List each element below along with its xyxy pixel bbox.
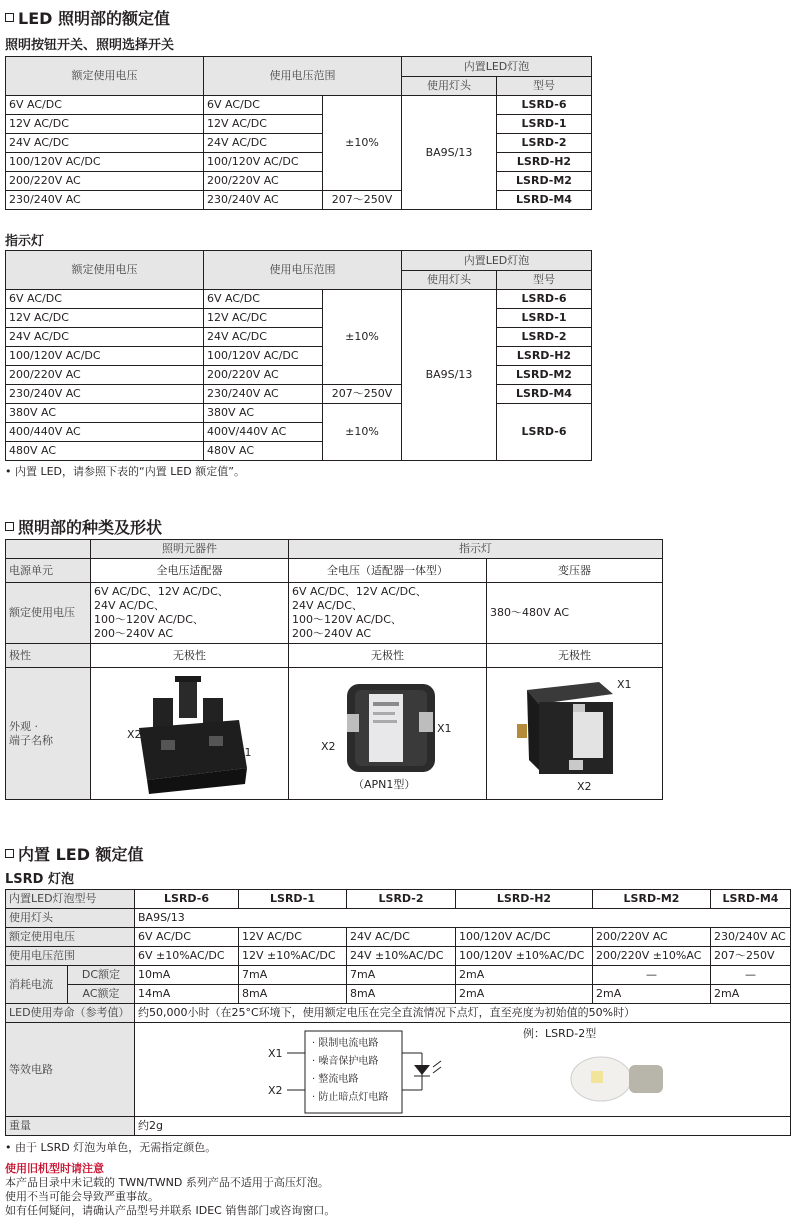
table-lsrd-rating: [5, 889, 791, 1136]
rated-voltage-cell: [91, 583, 289, 644]
checkbox-bullet-icon: [5, 849, 14, 858]
model-cell: LSRD-2: [497, 328, 592, 347]
text-line: 200～240V AC: [94, 627, 174, 640]
text-line: 24V AC/DC、: [292, 599, 363, 612]
table-switch-led-rating: [5, 56, 592, 210]
subtitle-pilot-light: 指示灯: [5, 234, 45, 249]
terminal-label-x1: X1: [617, 678, 632, 691]
range-cell: 12V ±10%AC/DC: [239, 947, 347, 966]
range-cell: 207～250V: [323, 191, 402, 210]
text-line: 外观 ·: [9, 719, 38, 733]
table-cell: 380V AC: [6, 404, 204, 423]
header-model: 型号: [497, 77, 592, 96]
text-line: 端子名称: [9, 733, 53, 747]
header-voltage-range: 使用电压范围: [204, 57, 402, 96]
ac-cell: 2mA: [456, 985, 593, 1004]
row-header-ac: AC额定: [68, 985, 135, 1004]
power-cell: 全电压（适配器一体型）: [289, 559, 487, 583]
row-header-model: 内置LED灯泡型号: [6, 890, 135, 909]
model-header: LSRD-6: [135, 890, 239, 909]
text-line: 200～240V AC: [292, 627, 372, 640]
rated-cell: 12V AC/DC: [239, 928, 347, 947]
row-header-circuit: 等效电路: [6, 1023, 135, 1117]
model-cell: LSRD-6: [497, 404, 592, 461]
life-cell: 约50,000小时（在25°C环境下，使用额定电压在完全直流情况下点灯，直至亮度为初始值的50%时）: [135, 1004, 791, 1023]
warning-line: 如有任何疑问，请确认产品型号并联系 IDEC 销售部门或咨询窗口。: [5, 1204, 336, 1217]
table-cell-empty: [6, 540, 91, 559]
table-cell: 100/120V AC/DC: [6, 347, 204, 366]
table-cell: 400/440V AC: [6, 423, 204, 442]
table-cell: 6V AC/DC: [204, 96, 323, 115]
table-cell: 12V AC/DC: [204, 309, 323, 328]
terminal-label-x2: X2: [127, 728, 142, 741]
circuit-item: · 限制电流电路: [312, 1038, 379, 1049]
table-cell: 230/240V AC: [6, 385, 204, 404]
circuit-item: · 防止暗点灯电路: [312, 1092, 389, 1103]
terminal-label-x1: X1: [437, 722, 452, 735]
table-cell: 6V AC/DC: [6, 96, 204, 115]
rated-voltage-cell: 380～480V AC: [487, 583, 663, 644]
polarity-cell: 无极性: [91, 644, 289, 668]
rated-cell: 100/120V AC/DC: [456, 928, 593, 947]
row-header-range: 使用电压范围: [6, 947, 135, 966]
power-cell: 变压器: [487, 559, 663, 583]
table-lighting-types: [5, 539, 663, 800]
ac-cell: 8mA: [239, 985, 347, 1004]
row-header-power: 电源单元: [6, 559, 91, 583]
range-cell: 6V ±10%AC/DC: [135, 947, 239, 966]
base-cell: BA9S/13: [402, 96, 497, 210]
model-header: LSRD-2: [347, 890, 456, 909]
terminal-label-x2: X2: [577, 780, 592, 793]
warning-line: 本产品目录中未记载的 TWN/TWND 系列产品不适用于高压灯泡。: [5, 1176, 329, 1189]
dc-cell: 7mA: [347, 966, 456, 985]
circuit-item: · 整流电路: [312, 1074, 359, 1085]
table-cell: 6V AC/DC: [204, 290, 323, 309]
example-caption: 例：LSRD-2型: [523, 1027, 597, 1040]
header-builtin-led: 内置LED灯泡: [402, 251, 592, 271]
model-cell: LSRD-6: [497, 290, 592, 309]
model-cell: LSRD-M4: [497, 191, 592, 210]
range-cell: 24V ±10%AC/DC: [347, 947, 456, 966]
section-title-led-rating: [5, 6, 170, 29]
model-cell: LSRD-1: [497, 115, 592, 134]
weight-cell: 约2g: [135, 1117, 791, 1136]
table-cell: 200/220V AC: [6, 172, 204, 191]
dc-cell: —: [711, 966, 791, 985]
text-line: 6V AC/DC、12V AC/DC、: [94, 585, 229, 598]
model-header: LSRD-M4: [711, 890, 791, 909]
section-title-builtin-led: [5, 842, 144, 865]
ac-cell: 8mA: [347, 985, 456, 1004]
table-cell: 100/120V AC/DC: [204, 347, 323, 366]
table-cell: 380V AC: [204, 404, 323, 423]
rated-cell: 200/220V AC: [593, 928, 711, 947]
table-cell: 24V AC/DC: [204, 134, 323, 153]
table-cell: 200/220V AC: [204, 172, 323, 191]
model-cell: LSRD-H2: [497, 153, 592, 172]
adapter-image: [91, 668, 289, 798]
text-line: 100～120V AC/DC、: [292, 613, 402, 626]
checkbox-bullet-icon: [5, 522, 14, 531]
model-cell: LSRD-2: [497, 134, 592, 153]
equivalent-circuit-diagram: [135, 1023, 785, 1117]
header-lighting-element: 照明元器件: [91, 540, 289, 559]
subtitle-switches: 照明按钮开关、照明选择开关: [5, 38, 175, 53]
checkbox-bullet-icon: [5, 13, 14, 22]
table-cell: 230/240V AC: [204, 191, 323, 210]
model-caption-apn1: （APN1型）: [353, 778, 416, 791]
ac-cell: 2mA: [593, 985, 711, 1004]
section-title-text: 照明部的种类及形状: [18, 518, 163, 537]
row-header-life: LED使用寿命（参考值）: [6, 1004, 135, 1023]
subtitle-lsrd: LSRD 灯泡: [5, 872, 74, 887]
note-builtin-led: • 内置 LED，请参照下表的“内置 LED 额定值”。: [5, 465, 245, 478]
table-cell: 480V AC: [6, 442, 204, 461]
image-cell-adapter: [91, 668, 289, 800]
row-header-appearance: [6, 668, 91, 800]
header-voltage-range: 使用电压范围: [204, 251, 402, 290]
rated-cell: 24V AC/DC: [347, 928, 456, 947]
circuit-items: [312, 1035, 388, 1107]
terminal-label-x2: X2: [321, 740, 336, 753]
section-title-text: LED 照明部的额定值: [18, 9, 170, 28]
model-header: LSRD-1: [239, 890, 347, 909]
polarity-cell: 无极性: [487, 644, 663, 668]
power-cell: 全电压适配器: [91, 559, 289, 583]
header-rated-voltage: 额定使用电压: [6, 57, 204, 96]
warning-block: [5, 1162, 335, 1218]
terminal-label-x1: X1: [237, 746, 252, 759]
text-line: 24V AC/DC、: [94, 599, 165, 612]
row-header-current: 消耗电流: [6, 966, 68, 1004]
model-cell: LSRD-M2: [497, 366, 592, 385]
dc-cell: 10mA: [135, 966, 239, 985]
model-header: LSRD-H2: [456, 890, 593, 909]
rated-cell: 230/240V AC: [711, 928, 791, 947]
tolerance-cell: ±10%: [323, 404, 402, 461]
model-cell: LSRD-M2: [497, 172, 592, 191]
circuit-item: · 噪音保护电路: [312, 1056, 379, 1067]
table-cell: 12V AC/DC: [6, 309, 204, 328]
model-cell: LSRD-M4: [497, 385, 592, 404]
range-cell: 200/220V ±10%AC: [593, 947, 711, 966]
table-pilot-led-rating: [5, 250, 592, 461]
row-header-base: 使用灯头: [6, 909, 135, 928]
ac-cell: 14mA: [135, 985, 239, 1004]
header-builtin-led: 内置LED灯泡: [402, 57, 592, 77]
table-cell: 6V AC/DC: [6, 290, 204, 309]
table-cell: 12V AC/DC: [204, 115, 323, 134]
table-cell: 480V AC: [204, 442, 323, 461]
tolerance-cell: ±10%: [323, 96, 402, 191]
dc-cell: 7mA: [239, 966, 347, 985]
transformer-image: [487, 668, 663, 798]
header-base: 使用灯头: [402, 77, 497, 96]
model-cell: LSRD-1: [497, 309, 592, 328]
circuit-label-x1: X1: [268, 1047, 283, 1060]
image-cell-transformer: [487, 668, 663, 800]
row-header-polarity: 极性: [6, 644, 91, 668]
model-header: LSRD-M2: [593, 890, 711, 909]
header-base: 使用灯头: [402, 271, 497, 290]
header-pilot-light: 指示灯: [289, 540, 663, 559]
table-cell: 200/220V AC: [204, 366, 323, 385]
model-cell: LSRD-6: [497, 96, 592, 115]
table-cell: 200/220V AC: [6, 366, 204, 385]
warning-line: 使用不当可能会导致严重事故。: [5, 1190, 159, 1203]
image-cell-pilot-integrated: [289, 668, 487, 800]
range-cell: 207～250V: [711, 947, 791, 966]
table-cell: 100/120V AC/DC: [204, 153, 323, 172]
rated-cell: 6V AC/DC: [135, 928, 239, 947]
row-header-rated-voltage: 额定使用电压: [6, 928, 135, 947]
ac-cell: 2mA: [711, 985, 791, 1004]
row-header-rated-voltage: 额定使用电压: [6, 583, 91, 644]
table-cell: 230/240V AC: [6, 191, 204, 210]
range-cell: 207～250V: [323, 385, 402, 404]
header-rated-voltage: 额定使用电压: [6, 251, 204, 290]
range-cell: 100/120V ±10%AC/DC: [456, 947, 593, 966]
section-title-lighting-types: [5, 515, 162, 538]
row-header-dc: DC额定: [68, 966, 135, 985]
table-cell: 24V AC/DC: [204, 328, 323, 347]
polarity-cell: 无极性: [289, 644, 487, 668]
table-cell: 100/120V AC/DC: [6, 153, 204, 172]
header-model: 型号: [497, 271, 592, 290]
text-line: 100～120V AC/DC、: [94, 613, 204, 626]
dc-cell: 2mA: [456, 966, 593, 985]
table-cell: 400V/440V AC: [204, 423, 323, 442]
circuit-label-x2: X2: [268, 1084, 283, 1097]
table-cell: 24V AC/DC: [6, 328, 204, 347]
warning-title: 使用旧机型时请注意: [5, 1162, 104, 1175]
base-cell: BA9S/13: [135, 909, 791, 928]
model-cell: LSRD-H2: [497, 347, 592, 366]
table-cell: 12V AC/DC: [6, 115, 204, 134]
text-line: 6V AC/DC、12V AC/DC、: [292, 585, 427, 598]
note-monochrome: • 由于 LSRD 灯泡为单色，无需指定颜色。: [5, 1141, 217, 1154]
base-cell: BA9S/13: [402, 290, 497, 461]
dc-cell: —: [593, 966, 711, 985]
circuit-cell: [135, 1023, 791, 1117]
rated-voltage-cell: [289, 583, 487, 644]
tolerance-cell: ±10%: [323, 290, 402, 385]
section-title-text: 内置 LED 额定值: [18, 845, 144, 864]
table-cell: 230/240V AC: [204, 385, 323, 404]
row-header-weight: 重量: [6, 1117, 135, 1136]
table-cell: 24V AC/DC: [6, 134, 204, 153]
